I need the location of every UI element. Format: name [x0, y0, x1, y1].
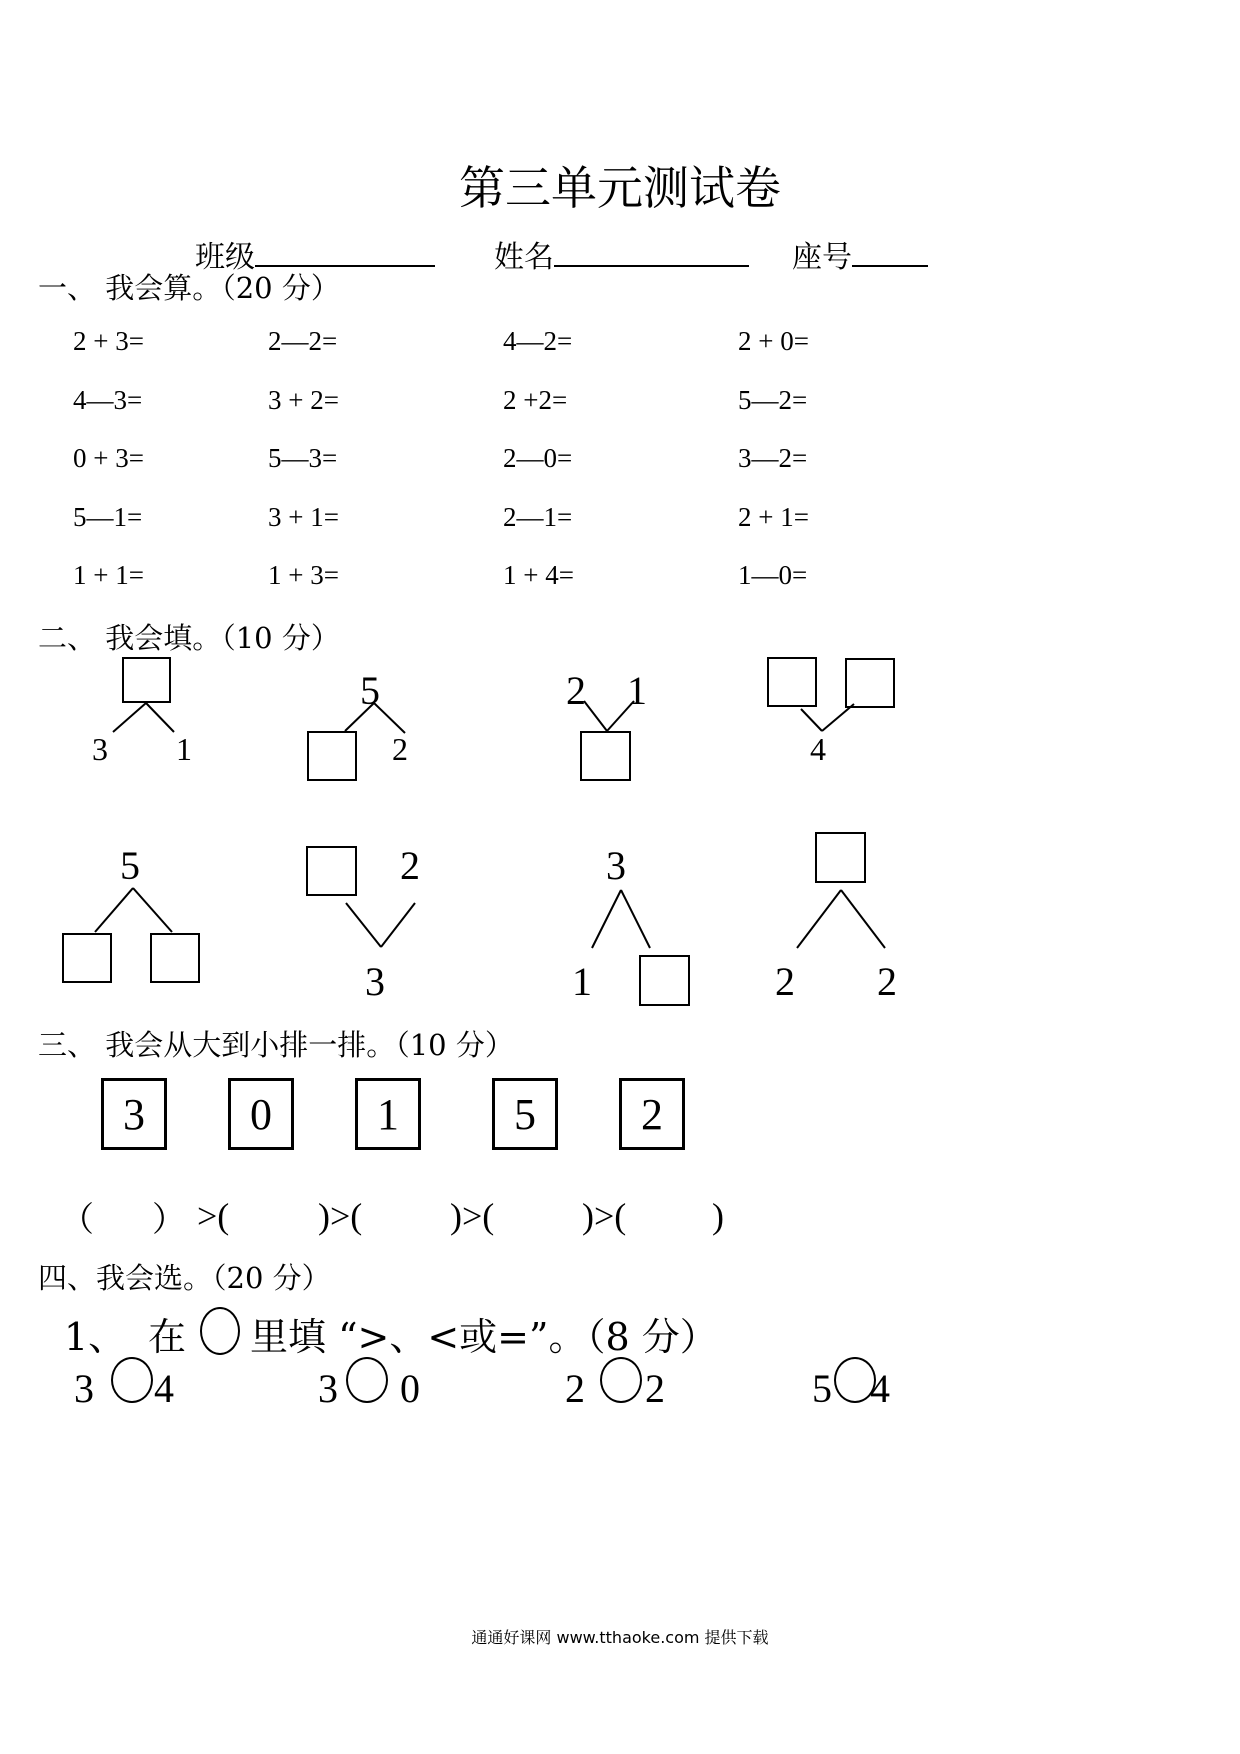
compare-right: 0	[400, 1366, 420, 1411]
circle-icon	[200, 1307, 240, 1355]
bond-number: 1	[176, 731, 192, 767]
bond-number: 3	[365, 959, 385, 1004]
compare-left: 5	[812, 1366, 832, 1411]
number-card: 5	[492, 1078, 558, 1150]
answer-box[interactable]	[62, 933, 112, 983]
answer-box[interactable]	[306, 846, 357, 896]
order-paren: （	[60, 1202, 94, 1239]
order-sep: )>(	[318, 1196, 363, 1236]
answer-box[interactable]	[815, 832, 866, 883]
answer-box[interactable]	[307, 731, 357, 781]
footer-credit: 通通好课网 www.tthaoke.com 提供下载	[471, 1628, 769, 1647]
equation: 4—2=	[503, 326, 573, 356]
equation: 1 + 1=	[73, 560, 144, 590]
answer-box[interactable]	[150, 933, 200, 983]
compare-circle[interactable]	[111, 1357, 153, 1403]
equation: 2 + 1=	[738, 502, 809, 532]
compare-circle[interactable]	[600, 1357, 642, 1403]
bond-number: 5	[120, 843, 140, 888]
number-card: 1	[355, 1078, 421, 1150]
bond-number: 2	[877, 959, 897, 1004]
name-label: 姓名	[494, 240, 554, 275]
equation: 1 + 3=	[268, 560, 339, 590]
bond-number: 1	[627, 668, 647, 713]
bond-number: 4	[810, 731, 826, 767]
equation: 5—2=	[738, 385, 808, 415]
bond-number: 2	[400, 843, 420, 888]
section3-heading: 三、 我会从大到小排一排。（10 分）	[38, 1028, 514, 1062]
equation: 3 + 2=	[268, 385, 339, 415]
order-paren: )	[712, 1196, 724, 1236]
compare-right: 4	[870, 1366, 890, 1411]
bond-number: 2	[566, 668, 586, 713]
q1-text-b: 里填 “>、<或=”。（8 分）	[250, 1315, 718, 1359]
section2-heading: 二、 我会填。（10 分）	[38, 621, 340, 655]
number-card: 0	[228, 1078, 294, 1150]
answer-box[interactable]	[639, 955, 690, 1006]
compare-right: 4	[154, 1366, 174, 1411]
equation: 3—2=	[738, 443, 808, 473]
bond-number: 3	[606, 843, 626, 888]
section1-heading: 一、 我会算。（20 分）	[38, 271, 340, 305]
order-sep: )>(	[582, 1196, 627, 1236]
class-label: 班级	[195, 240, 255, 275]
equation: 2 + 3=	[73, 326, 144, 356]
equation: 5—1=	[73, 502, 143, 532]
answer-box[interactable]	[767, 657, 817, 707]
compare-left: 3	[318, 1366, 338, 1411]
equation: 0 + 3=	[73, 443, 144, 473]
equation: 3 + 1=	[268, 502, 339, 532]
compare-circle[interactable]	[346, 1357, 388, 1403]
equation: 2—1=	[503, 502, 573, 532]
equation: 2—2=	[268, 326, 338, 356]
number-card: 3	[101, 1078, 167, 1150]
equation: 1—0=	[738, 560, 808, 590]
q1-number: 1、	[64, 1315, 127, 1359]
answer-box[interactable]	[580, 731, 631, 781]
bond-number: 3	[92, 731, 108, 767]
compare-left: 2	[565, 1366, 585, 1411]
number-card: 2	[619, 1078, 685, 1150]
compare-left: 3	[74, 1366, 94, 1411]
order-sep: )>(	[450, 1196, 495, 1236]
equation: 1 + 4=	[503, 560, 574, 590]
bond-number: 5	[360, 668, 380, 713]
bond-number: 1	[572, 959, 592, 1004]
answer-box[interactable]	[122, 657, 171, 703]
seat-label: 座号	[792, 240, 852, 275]
equation: 2—0=	[503, 443, 573, 473]
q1-text-a: 在	[148, 1315, 187, 1359]
equation: 5—3=	[268, 443, 338, 473]
bond-number: 2	[392, 731, 408, 767]
answer-box[interactable]	[845, 658, 895, 708]
equation: 2 +2=	[503, 385, 568, 415]
bond-number: 2	[775, 959, 795, 1004]
section4-heading: 四、我会选。（20 分）	[38, 1261, 331, 1295]
compare-right: 2	[645, 1366, 665, 1411]
order-paren: ）	[152, 1202, 186, 1239]
equation: 2 + 0=	[738, 326, 809, 356]
page-title: 第三单元测试卷	[459, 161, 781, 215]
equation: 4—3=	[73, 385, 143, 415]
order-sep: >(	[197, 1196, 230, 1236]
